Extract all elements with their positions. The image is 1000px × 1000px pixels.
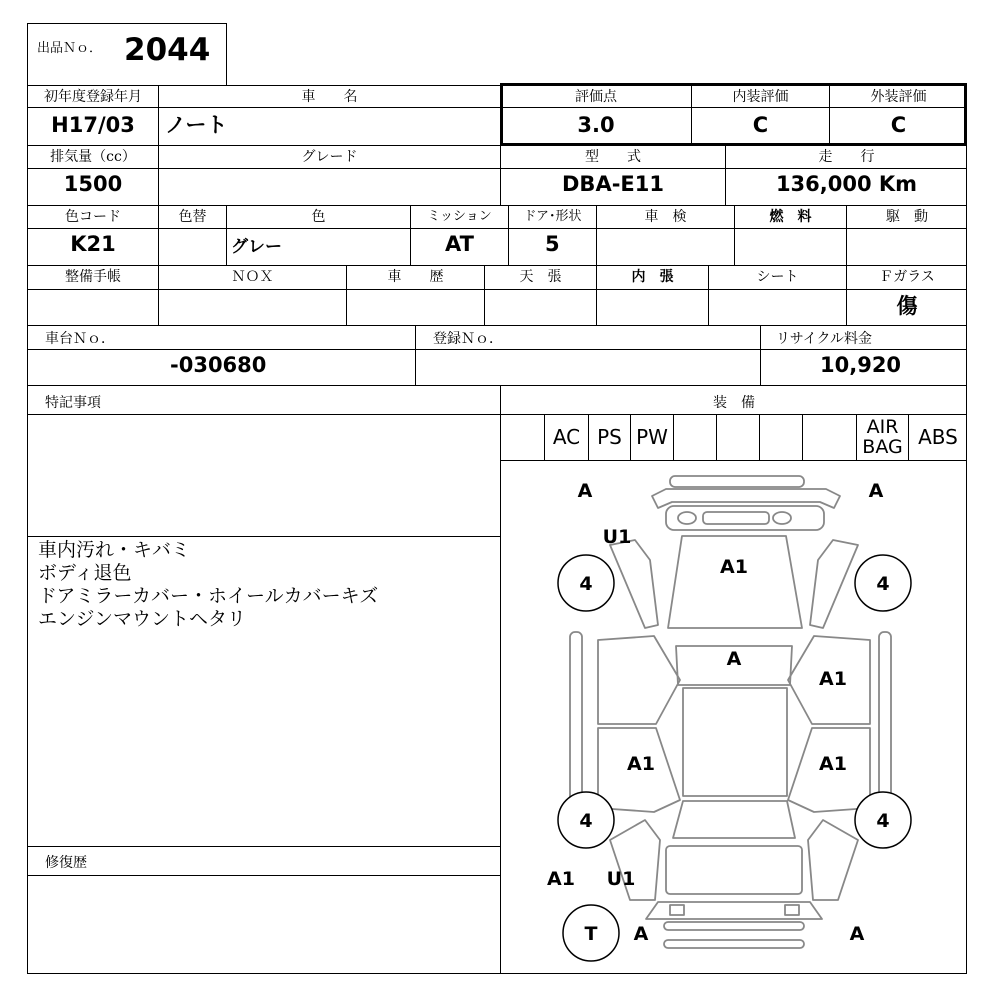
remark-line: エンジンマウントヘタリ [38,608,247,630]
label-color-code: 色コード [65,209,121,225]
label-roof: 天 張 [519,269,562,285]
damage-rear-left-corner: A1 [547,868,575,890]
value-model: DBA-E11 [562,172,664,196]
label-chassis-no: 車台Ｎｏ． [45,331,115,347]
lot-number: 2044 [124,32,211,68]
label-reg-no: 登録Ｎｏ． [433,331,503,347]
value-recycle-fee: 10,920 [820,353,902,377]
front-face-outline [666,506,824,530]
damage-right-rear-door: A1 [819,753,847,775]
tire-rear-left-mark: 4 [579,810,593,832]
headlight-right-outline [773,512,791,524]
value-f-glass: 傷 [896,293,918,318]
row-divider [27,875,500,876]
col-divider [415,325,416,385]
row-divider [27,168,967,169]
label-maintenance-book: 整備手帳 [65,269,121,285]
label-remarks: 特記事項 [45,395,101,411]
row-divider [27,265,967,266]
equip-divider [716,414,717,460]
equip-divider [802,414,803,460]
row-divider [27,289,967,290]
label-f-glass: Ｆガラス [879,269,935,285]
front-grille-outline [670,476,804,487]
value-mission: AT [445,232,474,256]
equip-ps: PS [597,425,622,449]
damage-left-rear-door: A1 [627,753,655,775]
row-divider [27,349,967,350]
label-fuel: 燃 料 [769,209,812,225]
remark-line: ボディ退色 [38,562,132,584]
label-history: 車 歴 [387,269,444,285]
label-equipment: 装 備 [713,395,755,411]
row-divider [27,228,967,229]
rear-window-outline [673,801,795,838]
row-divider [27,325,967,326]
row-divider [27,107,500,108]
hood-outline [668,536,802,628]
equip-pw: PW [636,425,668,449]
lot-label: 出品Ｎｏ． [37,41,103,56]
label-nox: ＮＯＸ [231,269,274,285]
label-mileage: 走 行 [818,149,875,165]
label-score: 評価点 [575,89,617,105]
value-color-code: K21 [70,232,116,256]
label-recycle-fee: リサイクル料金 [776,331,873,347]
tire-front-right-mark: 4 [876,573,890,595]
equip-divider [759,414,760,460]
rear-hatch-outline [666,846,802,894]
damage-front-roof: A [726,648,742,670]
remark-line: 車内汚れ・キバミ [38,539,191,561]
row-divider [27,205,967,206]
headlight-left-outline [678,512,696,524]
row-divider [27,414,967,415]
rear-lamp-right-outline [785,905,799,915]
tire-front-left-mark: 4 [579,573,593,595]
right-sill-outline [879,632,891,818]
equip-abs: ABS [918,425,958,449]
row-divider [500,107,967,108]
label-car-name: 車 名 [301,89,358,105]
label-grade: グレード [301,149,358,165]
label-door-shape: ドア･形状 [523,209,582,224]
label-exterior: 外装評価 [870,89,927,105]
value-displacement: 1500 [63,172,123,196]
left-fender-outline [610,540,658,628]
label-inspection: 車 検 [644,209,687,225]
damage-rear-lower: U1 [606,868,636,890]
value-car-name: ノート [165,113,228,137]
damage-front-right-corner: A [868,480,884,502]
equip-divider [673,414,674,460]
damage-hood: A1 [720,556,748,578]
value-chassis-no: -030680 [170,353,267,377]
value-interior: C [752,113,769,137]
rear-bar-outline [664,940,804,948]
damage-front-left-corner: A [577,480,593,502]
left-front-door-outline [598,636,680,724]
row-divider [27,846,500,847]
tire-rear-right-mark: 4 [876,810,890,832]
rear-bar-outline [664,922,804,930]
damage-right-front-door: A1 [819,668,847,690]
front-logo-outline [703,512,769,524]
row-divider [27,385,967,386]
value-color: グレー [231,237,282,257]
col-divider [760,325,761,385]
right-fender-outline [810,540,858,628]
equip-ac: AC [552,425,581,449]
damage-front-lower-grille: U1 [602,526,632,548]
rear-lamp-left-outline [670,905,684,915]
damage-rear-bumper-right: A [849,923,865,945]
right-rear-quarter-outline [808,820,858,900]
label-interior: 内装評価 [732,89,789,105]
label-repair-history: 修復歴 [45,855,87,871]
value-mileage: 136,000 Km [775,172,918,196]
spare-tire-mark: T [584,923,598,945]
label-color-change: 色替 [178,209,207,225]
row-divider [27,536,500,537]
label-inner-lining: 内 張 [631,269,674,285]
roof-outline [683,688,787,796]
value-score: 3.0 [577,113,615,137]
value-first-reg: H17/03 [51,113,135,137]
label-mission: ミッション [427,209,492,224]
value-exterior: C [890,113,907,137]
left-sill-outline [570,632,582,818]
remark-line: ドアミラーカバー・ホイールカバーキズ [38,585,379,607]
value-door-shape: 5 [545,232,560,256]
damage-rear-bumper-left: A [633,923,649,945]
label-seat: シート [756,269,799,285]
label-color: 色 [311,209,326,225]
label-model: 型 式 [585,149,641,165]
car-diagram [501,461,966,973]
label-drive: 駆 動 [886,209,928,225]
equip-airbag: AIR BAG [862,416,903,458]
label-first-reg: 初年度登録年月 [44,89,142,105]
label-displacement: 排気量（cc） [50,149,136,165]
